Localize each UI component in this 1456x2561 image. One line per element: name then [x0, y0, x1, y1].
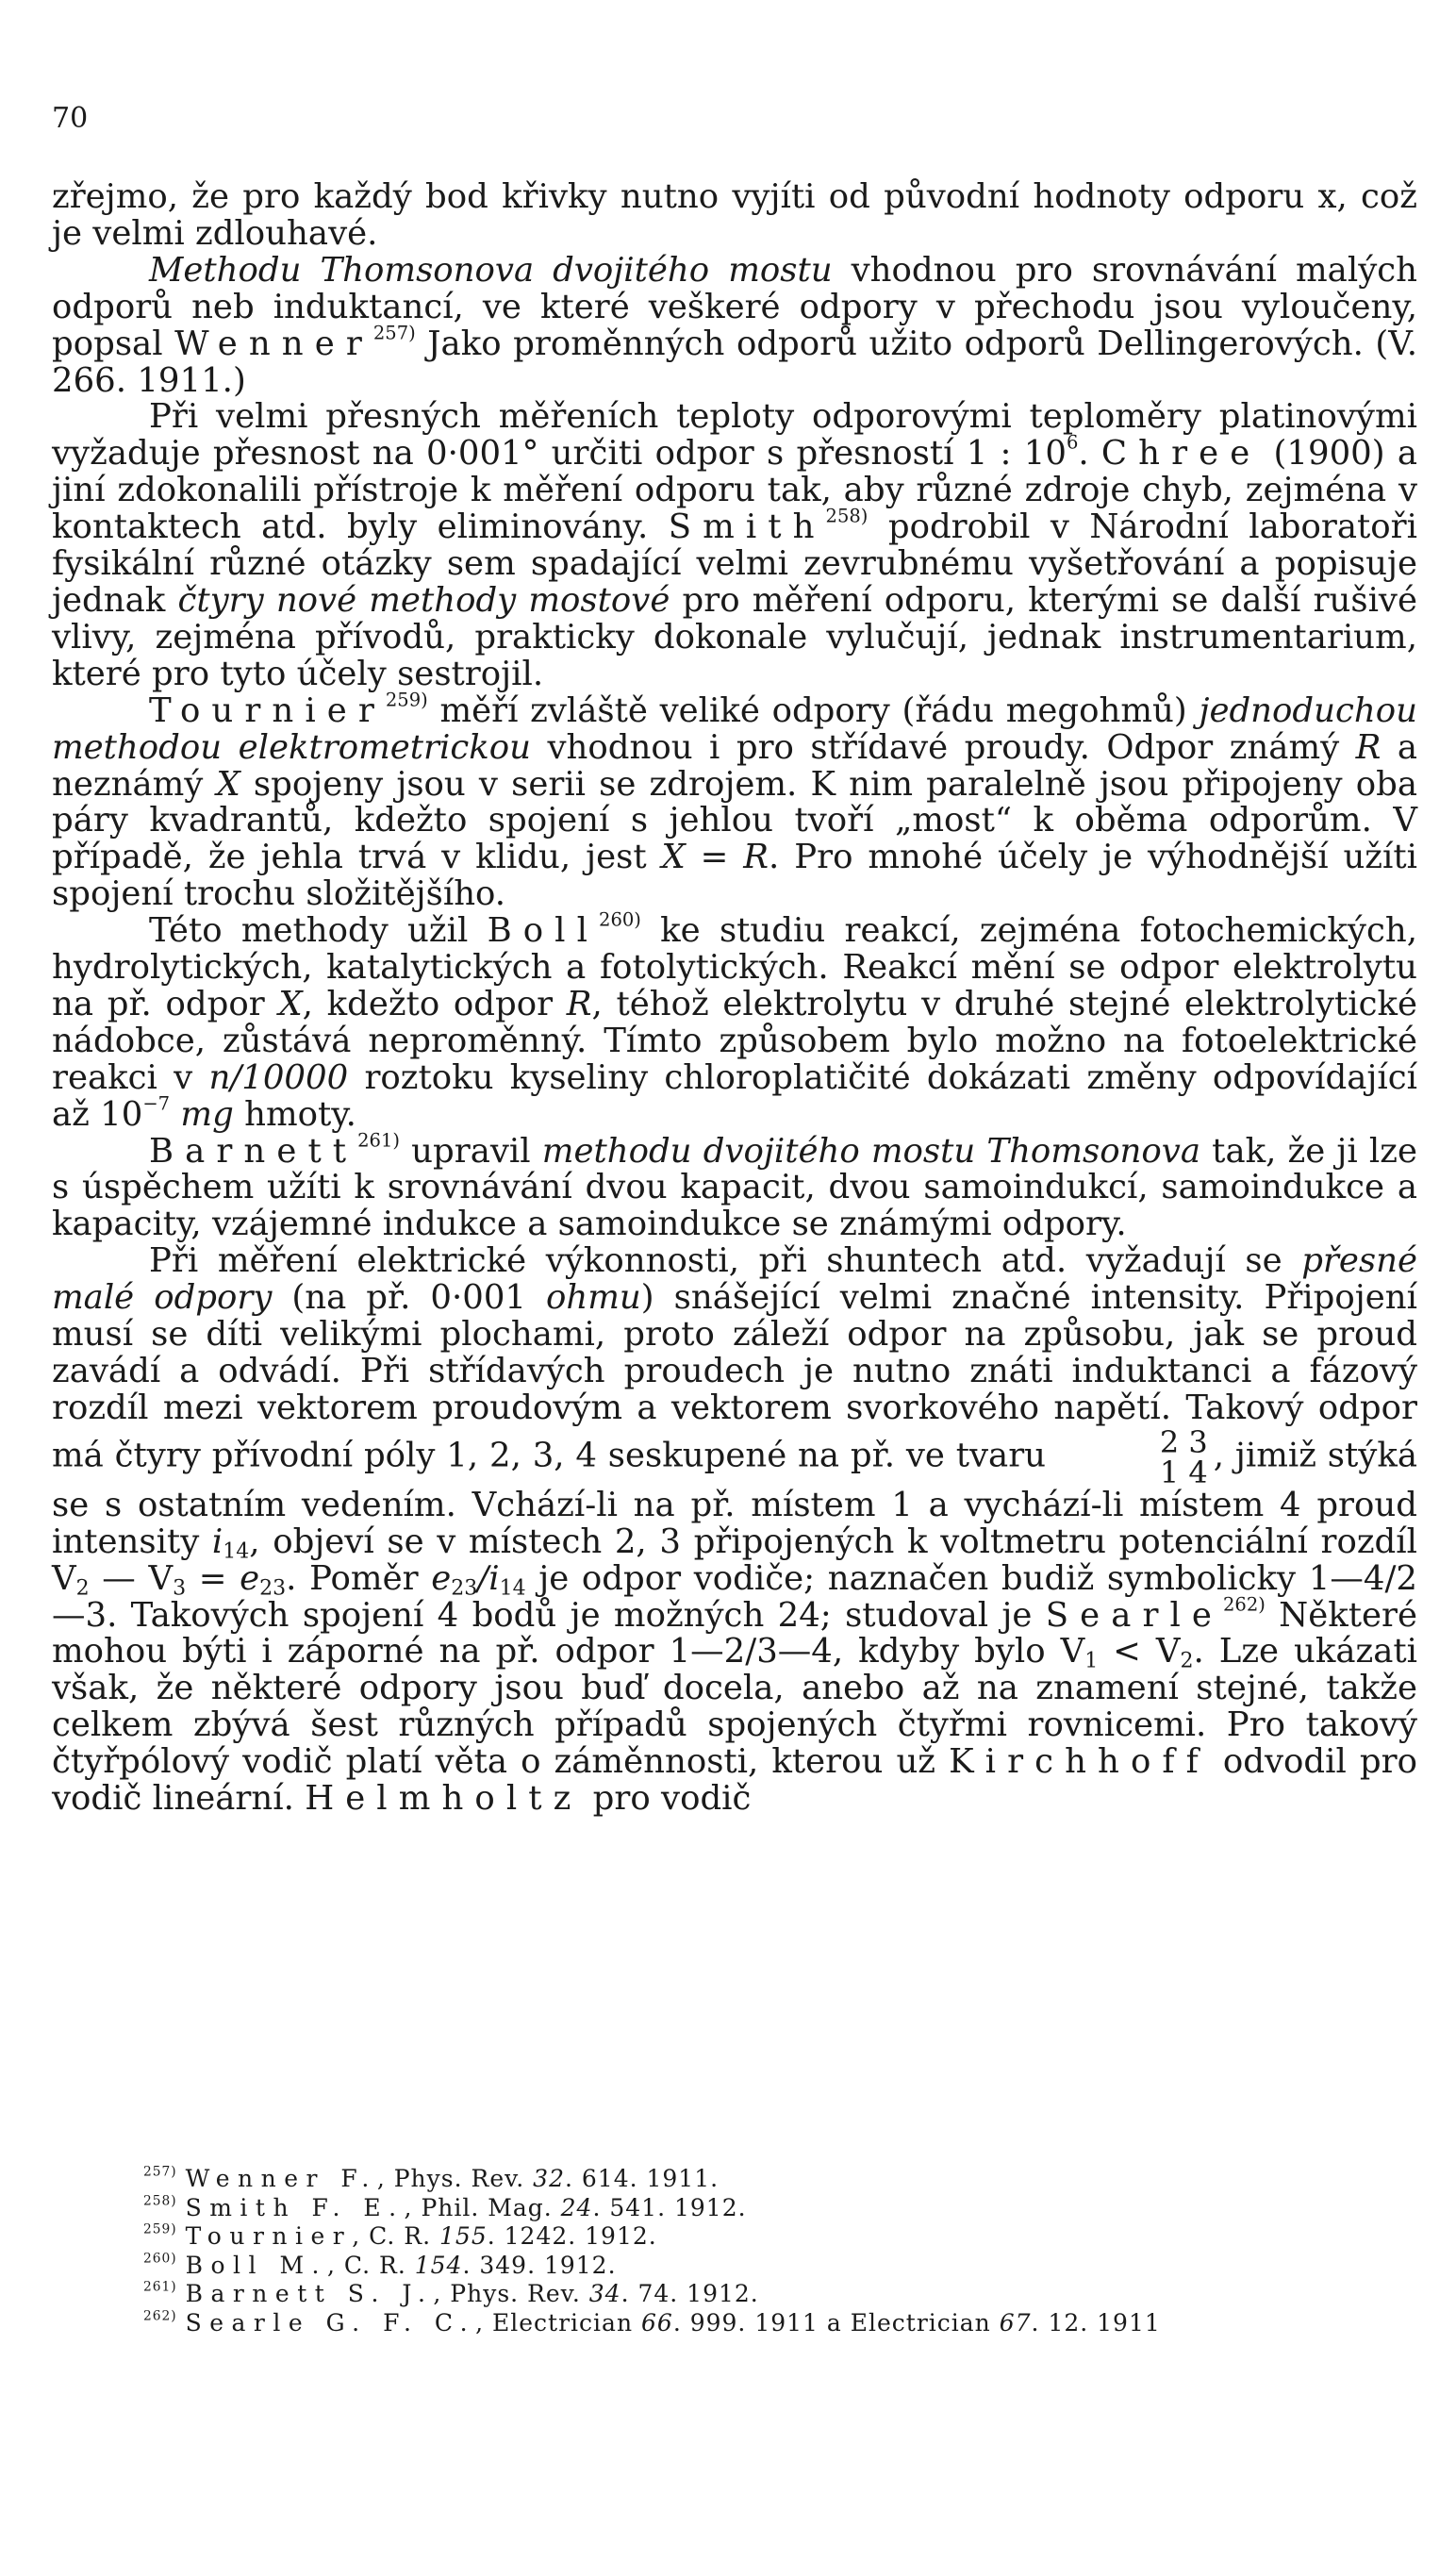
body-text [52, 179, 1417, 1818]
author-name: Smith [668, 507, 826, 547]
variable: R [1355, 727, 1382, 767]
equation: X = R [661, 838, 769, 877]
paragraph-5: Této methody užil Boll$^{260)}$ ke studiu reakcí, zejména fotochemických, hydrolytických, katalytických a fotolytických. Reakcí mění se odpor elektrolytu na př. odpor X, kdežto odpor R, téhož elektrolytu v druhé stejné elektrolytické nádobce, zůstává neproměnný. Tímto způsobem bylo možno na fotoelektrické reakci v n/10000 roztoku kyseliny chloroplatičité dokázati změny odpovídající až $10^{-7}$ mg hmoty. [52, 908, 1417, 1134]
footnote: $^{258)}$ Smith F. E., Phil. Mag. 24. 541. 1912. [143, 2192, 747, 2221]
paragraph-1: zřejmo, že pro každý bod křivky nutno vyjíti od původní hodnoty odporu x, což je velmi zdlouhavé. [52, 177, 1417, 253]
footnote: $^{262)}$ Searle G. F. C., Electrician 66. 999. 1911 a Electrician 67. 12. 1911 [143, 2307, 1161, 2336]
author-name: Wenner [174, 324, 373, 363]
author-name: Chree [1100, 434, 1262, 474]
pole-arrangement: 2 3 1 4 [1159, 1423, 1208, 1490]
author-name: Tournier [149, 690, 386, 730]
reference-mark: 260) [599, 908, 641, 931]
page-number: 70 [52, 102, 89, 135]
footnotes [143, 2165, 1416, 2337]
variable: X [216, 764, 240, 804]
author-name: Boll [487, 911, 600, 951]
footnote: $^{260)}$ Boll M., C. R. 154. 349. 1912. [143, 2250, 617, 2279]
author-name: Barnett [149, 1131, 358, 1171]
paragraph-7: Při měření elektrické výkonnosti, při shuntech atd. vyžadují se přesné malé odpory (na př. 0·001 ohmu) snášející velmi značné intensity. Připojení musí se díti velikými plochami, proto záleží odpor na způsobu, jak se proud zavádí a odvádí. Při střídavých proudech je nutno znáti induktanci a fázový rozdíl mezi vektorem proudovým a vektorem svorkového napětí. Takový odpor má čtyry přívodní póly 1, 2, 3, 4 seskupené na př. ve tvaru 2 3 1 4 , jimiž stýká se s ostatním vedením. Vchází-li na př. místem 1 a vychází-li místem 4 proud intensity $i_{14}$, objeví se v místech 2, 3 připojených k voltmetru potenciální rozdíl $V_2$ — $V_3 = e_{23}$. Poměr $e_{23}/i_{14}$ je odpor vodiče; naznačen budiž symbolicky 1—4/2—3. Takových spojení 4 bodů je možných 24; studoval je Searle$^{262)}$ Některé mohou býti i záporné na př. odpor 1—2/3—4, kdyby bylo $V_1 < V_2$. Lze ukázati však, že některé odpory jsou buď docela, anebo až na znamení stejné, takže celkem zbývá šest různých případů spojených čtyřmi rovnicemi. Pro takový čtyřpólový vodič platí věta o záměnnosti, kterou už Kirchhoff odvodil pro vodič lineární. Helmholtz pro vodič [52, 1241, 1418, 1819]
paragraph-4: Tournier$^{259)}$ měří zvláště veliké odpory (řádu megohmů) jednoduchou methodou elektrometrickou vhodnou i pro střídavé proudy. Odpor známý R a neznámý X spojeny jsou v serii se zdrojem. K nim paralelně jsou připojeny oba páry kvadrantů, kdežto spojení s jehlou tvoří „most“ k oběma odporům. V případě, že jehla trvá v klidu, jest X = R. Pro mnohé účely je výhodnější užíti spojení trochu složitějšího. [52, 689, 1418, 914]
reference-mark: 257) [372, 322, 416, 344]
footnote: $^{259)}$ Tournier, C. R. 155. 1242. 1912. [143, 2221, 657, 2250]
variable: R [566, 984, 592, 1023]
paragraph-3: Při velmi přesných měřeních teploty odporovými teploměry platinovými vyžaduje přesnost na 0·001° určiti odpor s přesností 1 : $10^6$. Chree (1900) a jiní zdokonalili přístroje k měření odporu tak, aby různé zdroje chyb, zejména v kontaktech atd. byly eliminovány. Smith$^{258)}$ podrobil v Národní laboratoři fysikální různé otázky sem spadající velmi zevrubnému vyšetřování a popisuje jednak čtyry nové methody mostové pro měření odporu, kterými se další rušivé vlivy, zejména přívodů, prakticky dokonale vylučují, jednak instrumentarium, které pro tyto účely sestrojil. [52, 397, 1418, 693]
reference-mark: 259) [385, 689, 428, 711]
emphasis: methodu dvojitého mostu Thomsonova [541, 1131, 1201, 1171]
emphasis: přesné malé odpory [52, 1241, 1417, 1318]
paragraph-6: Barnett$^{261)}$ upravil methodu dvojitého mostu Thomsonova tak, že ji lze s úspěchem užíti k srovnávání dvou kapacit, dvou samoindukcí, samoindukce a kapacity, vzájemné indukce a samoindukce se známými odpory. [52, 1128, 1417, 1244]
reference-mark: 261) [357, 1128, 400, 1151]
footnote: $^{261)}$ Barnett S. J., Phys. Rev. 34. 74. 1912. [143, 2279, 759, 2307]
author-name: Kirchhoff [949, 1742, 1210, 1782]
author-name: Searle [1045, 1595, 1223, 1635]
variable: X [278, 984, 303, 1023]
emphasis: jednoduchou methodou elektrometrickou [52, 690, 1417, 767]
emphasis: čtyry nové methody mostové [177, 580, 670, 620]
unit: mg [180, 1094, 234, 1134]
reference-mark: 262) [1222, 1592, 1266, 1615]
reference-mark: 258) [825, 505, 869, 527]
method-name: Methodu Thomsonova dvojitého mostu [149, 250, 833, 290]
concentration: n/10000 [208, 1057, 349, 1097]
unit: ohmu [546, 1278, 641, 1318]
author-name: Helmholtz [305, 1779, 583, 1819]
footnote: $^{257)}$ Wenner F., Phys. Rev. 32. 614. 1911. [143, 2164, 720, 2192]
paragraph-2: Methodu Thomsonova dvojitého mostu vhodnou pro srovnávání malých odporů neb induktancí, ve které veškeré odpory v přechodu jsou vyloučeny, popsal Wenner$^{257)}$ Jako proměnných odporů užito odporů Dellingerových. (V. 266. 1911.) [52, 250, 1417, 400]
